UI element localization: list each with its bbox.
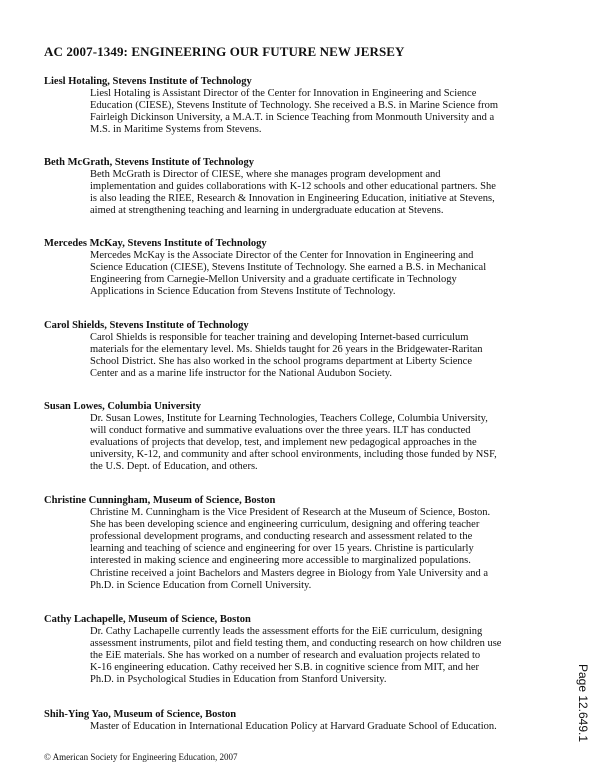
author-bio-text	[90, 626, 560, 687]
bio-line: Mercedes McKay is the Associate Director of the Center for Innovation in Engineering and	[90, 249, 474, 261]
author-name-heading: Christine Cunningham, Museum of Science, Boston	[44, 495, 276, 506]
author-bio-text	[90, 507, 560, 592]
bio-line: Science Education (CIESE), Stevens Institute of Technology. She earned a B.S. in Mechanical	[90, 261, 487, 273]
bio-line: School District. She has also worked in the school programs department at Liberty Science	[90, 355, 472, 367]
bio-line: M.S. in Maritime Systems from Stevens.	[90, 124, 262, 136]
bio-line: materials for the elementary level. Ms. Shields taught for 26 years in the Bridgewater-Raritan	[90, 343, 483, 355]
paper-title: AC 2007-1349: ENGINEERING OUR FUTURE NEW JERSEY	[44, 44, 405, 59]
bio-line: Carol Shields is responsible for teacher training and developing Internet-based curriculum	[90, 331, 469, 343]
bio-line: will conduct formative and summative evaluations over the three years. ILT has conducted	[90, 424, 471, 436]
bio-line: aimed at strengthening teaching and learning in undergraduate education at Stevens.	[90, 205, 444, 217]
bio-line: assessment instruments, pilot and field testing them, and conducting research on how children use	[90, 637, 502, 649]
bio-line: Beth McGrath is Director of CIESE, where she manages program development and	[90, 168, 441, 180]
bio-line: K-16 engineering education. Cathy received her S.B. in cognitive science from MIT, and her	[90, 662, 480, 674]
bio-line: Fairleigh Dickinson University, a M.A.T. in Science Teaching from Monmouth University and a	[90, 111, 495, 123]
author-bio-text	[90, 169, 560, 218]
bio-line: Ph.D. in Science Education from Cornell University.	[90, 579, 312, 591]
author-bio-text	[90, 721, 560, 733]
author-name-heading: Liesl Hotaling, Stevens Institute of Technology	[44, 76, 252, 87]
bio-line: evaluations of projects that develop, test, and implement new pedagogical approaches in the	[90, 436, 477, 448]
copyright-footer: © American Society for Engineering Education, 2007	[44, 752, 238, 762]
bio-line: Christine received a joint Bachelors and Masters degree in Biology from Yale University and a	[90, 567, 489, 579]
bio-line: the U.S. Dept. of Education, and others.	[90, 461, 258, 473]
author-bio-text	[90, 250, 560, 299]
author-name-heading: Cathy Lachapelle, Museum of Science, Boston	[44, 614, 251, 625]
author-name-heading: Mercedes McKay, Stevens Institute of Technology	[44, 238, 267, 249]
bio-line: Liesl Hotaling is Assistant Director of the Center for Innovation in Engineering and Science	[90, 87, 477, 99]
bio-line: Engineering from Carnegie-Mellon University and a graduate certificate in Technology	[90, 273, 457, 285]
bio-line: She has been developing science and engineering curriculum, designing and offering teacher	[90, 518, 480, 530]
bio-line: Center and as a marine life instructor for the National Audubon Society.	[90, 368, 392, 380]
bio-line: Dr. Cathy Lachapelle currently leads the assessment efforts for the EiE curriculum, designing	[90, 625, 483, 637]
bio-line: interested in making science and engineering more accessible to marginalized populations.	[90, 555, 471, 567]
bio-line: Applications in Science Education from Stevens Institute of Technology.	[90, 286, 396, 298]
bio-line: Dr. Susan Lowes, Institute for Learning Technologies, Teachers College, Columbia University,	[90, 412, 488, 424]
author-name-heading: Susan Lowes, Columbia University	[44, 401, 201, 412]
bio-line: the EiE materials. She has worked on a number of research and evaluation projects related to	[90, 649, 481, 661]
bio-line: Christine M. Cunningham is the Vice President of Research at the Museum of Science, Boston.	[90, 506, 491, 518]
bio-line: university, K-12, and community and after school environments, including those funded by NSF,	[90, 449, 497, 461]
bio-line: Master of Education in International Education Policy at Harvard Graduate School of Education.	[90, 720, 497, 732]
author-bio-text	[90, 332, 560, 381]
page-number	[570, 663, 596, 743]
bio-line: learning and teaching of science and engineering for over 15 years. Christine is particularly	[90, 543, 474, 555]
page-number-text: Page 12.649.1	[576, 663, 590, 743]
bio-line: implementation and guides collaborations with K-12 schools and other educational partners. She	[90, 180, 496, 192]
author-bio-text	[90, 413, 560, 474]
bio-line: is also leading the RIEE, Research & Innovation in Engineering Education, initiative at Stevens,	[90, 192, 495, 204]
bio-line: professional development programs, and conducting research and assessment related to the	[90, 530, 473, 542]
author-name-heading: Beth McGrath, Stevens Institute of Technology	[44, 157, 254, 168]
author-name-heading: Carol Shields, Stevens Institute of Technology	[44, 320, 249, 331]
bio-line: Education (CIESE), Stevens Institute of Technology. She received a B.S. in Marine Science from	[90, 99, 499, 111]
author-name-heading: Shih-Ying Yao, Museum of Science, Boston	[44, 709, 237, 720]
author-bio-text	[90, 88, 560, 137]
bio-line: Ph.D. in Psychological Studies in Education from Stanford University.	[90, 674, 387, 686]
